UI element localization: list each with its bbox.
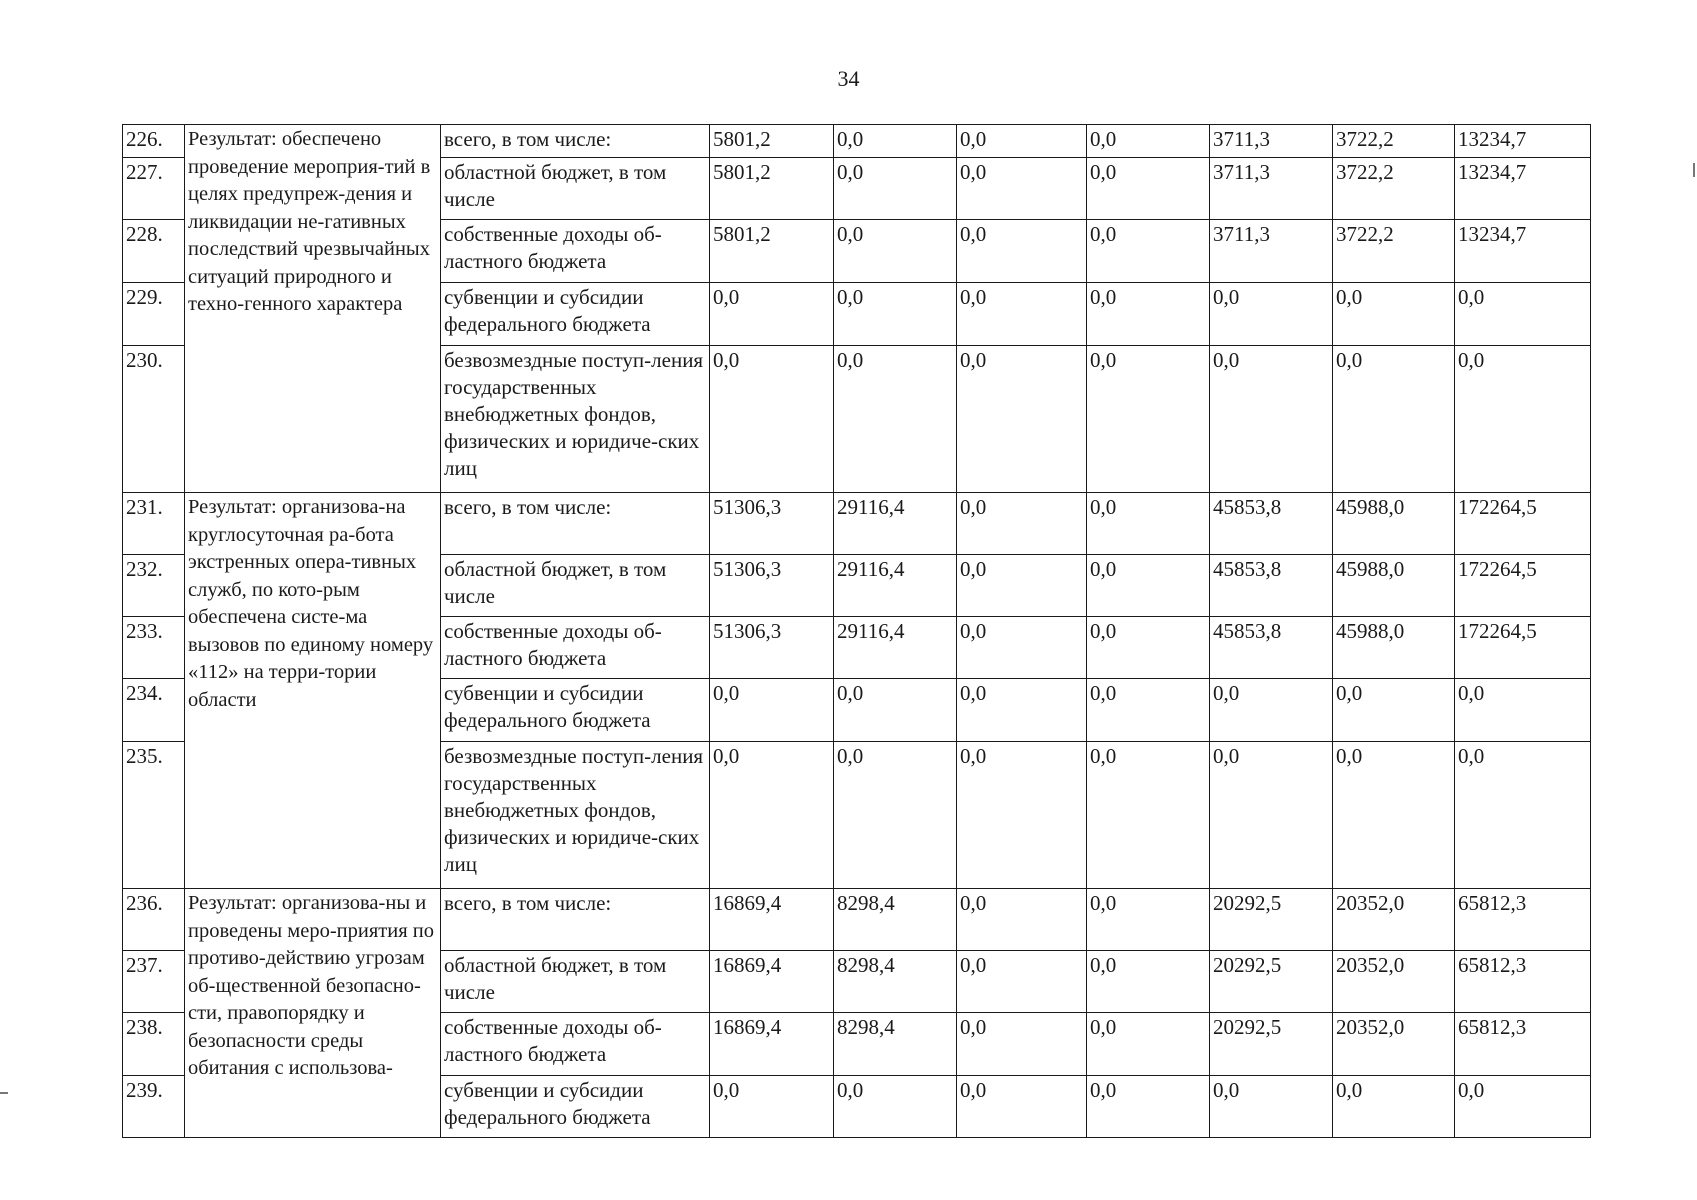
- value-cell: 0,0: [834, 346, 957, 493]
- value-cell: 20352,0: [1333, 1013, 1455, 1076]
- value-cell: 0,0: [1455, 679, 1591, 742]
- value-cell: 0,0: [1210, 742, 1333, 889]
- row-number: 232.: [123, 555, 185, 617]
- value-cell: 16869,4: [710, 1013, 834, 1076]
- value-cell: 65812,3: [1455, 1013, 1591, 1076]
- value-cell: 0,0: [834, 1076, 957, 1138]
- value-cell: 0,0: [710, 283, 834, 346]
- value-cell: 0,0: [1333, 679, 1455, 742]
- funding-source: безвозмездные поступ-ления государственных внебюджетных фондов, физических и юридиче-ских лиц: [441, 346, 710, 493]
- value-cell: 0,0: [1087, 617, 1210, 679]
- value-cell: 0,0: [957, 125, 1087, 158]
- value-cell: 45853,8: [1210, 555, 1333, 617]
- value-cell: 45988,0: [1333, 617, 1455, 679]
- value-cell: 8298,4: [834, 889, 957, 951]
- result-description: Результат: организова-ны и проведены меро-приятия по противо-действию угрозам об-щественной безопасно-сти, правопорядку и безопасности среды обитания с использова-: [185, 889, 441, 1138]
- value-cell: 0,0: [957, 493, 1087, 555]
- funding-source: субвенции и субсидии федерального бюджета: [441, 679, 710, 742]
- value-cell: 0,0: [1333, 346, 1455, 493]
- row-number: 238.: [123, 1013, 185, 1076]
- row-number: 228.: [123, 220, 185, 283]
- page-number: 34: [837, 66, 860, 91]
- budget-table-body: [123, 125, 1591, 1138]
- row-number: 236.: [123, 889, 185, 951]
- table-row: [123, 493, 1591, 555]
- value-cell: 0,0: [957, 889, 1087, 951]
- result-description: Результат: обеспечено проведение мероприя-тий в целях предупреж-дения и ликвидации не-гативных последствий чрезвычайных ситуаций природного и техно-генного характера: [185, 125, 441, 493]
- funding-source: областной бюджет, в том числе: [441, 555, 710, 617]
- value-cell: 0,0: [1087, 1076, 1210, 1138]
- value-cell: 20292,5: [1210, 889, 1333, 951]
- value-cell: 51306,3: [710, 493, 834, 555]
- value-cell: 3711,3: [1210, 125, 1333, 158]
- value-cell: 172264,5: [1455, 493, 1591, 555]
- value-cell: 0,0: [1087, 555, 1210, 617]
- value-cell: 45853,8: [1210, 617, 1333, 679]
- value-cell: 3722,2: [1333, 220, 1455, 283]
- value-cell: 51306,3: [710, 555, 834, 617]
- row-number: 230.: [123, 346, 185, 493]
- value-cell: 3711,3: [1210, 158, 1333, 220]
- funding-source: областной бюджет, в том числе: [441, 158, 710, 220]
- value-cell: 29116,4: [834, 493, 957, 555]
- value-cell: 0,0: [1210, 283, 1333, 346]
- value-cell: 65812,3: [1455, 951, 1591, 1013]
- value-cell: 0,0: [1087, 679, 1210, 742]
- value-cell: 0,0: [834, 158, 957, 220]
- value-cell: 0,0: [834, 283, 957, 346]
- value-cell: 172264,5: [1455, 555, 1591, 617]
- value-cell: 0,0: [1087, 889, 1210, 951]
- scan-mark: [0, 1092, 8, 1094]
- funding-source: безвозмездные поступ-ления государственных внебюджетных фондов, физических и юридиче-ских лиц: [441, 742, 710, 889]
- value-cell: 45853,8: [1210, 493, 1333, 555]
- funding-source: субвенции и субсидии федерального бюджета: [441, 283, 710, 346]
- row-number: 231.: [123, 493, 185, 555]
- value-cell: 0,0: [1455, 283, 1591, 346]
- funding-source: всего, в том числе:: [441, 125, 710, 158]
- funding-source: субвенции и субсидии федерального бюджета: [441, 1076, 710, 1138]
- value-cell: 20352,0: [1333, 951, 1455, 1013]
- value-cell: 0,0: [1087, 220, 1210, 283]
- value-cell: 0,0: [710, 679, 834, 742]
- value-cell: 16869,4: [710, 889, 834, 951]
- value-cell: 0,0: [1333, 742, 1455, 889]
- value-cell: 0,0: [1333, 1076, 1455, 1138]
- value-cell: 0,0: [1087, 283, 1210, 346]
- value-cell: 0,0: [1087, 125, 1210, 158]
- value-cell: 0,0: [1455, 742, 1591, 889]
- value-cell: 0,0: [710, 346, 834, 493]
- value-cell: 0,0: [834, 125, 957, 158]
- value-cell: 3711,3: [1210, 220, 1333, 283]
- value-cell: 45988,0: [1333, 555, 1455, 617]
- table-row: [123, 125, 1591, 158]
- row-number: 227.: [123, 158, 185, 220]
- value-cell: 0,0: [834, 679, 957, 742]
- funding-source: собственные доходы об-ластного бюджета: [441, 617, 710, 679]
- row-number: 226.: [123, 125, 185, 158]
- value-cell: 3722,2: [1333, 125, 1455, 158]
- value-cell: 0,0: [1333, 283, 1455, 346]
- value-cell: 0,0: [957, 951, 1087, 1013]
- value-cell: 0,0: [710, 1076, 834, 1138]
- value-cell: 0,0: [957, 283, 1087, 346]
- value-cell: 0,0: [1455, 346, 1591, 493]
- value-cell: 13234,7: [1455, 158, 1591, 220]
- value-cell: 0,0: [710, 742, 834, 889]
- value-cell: 0,0: [834, 220, 957, 283]
- value-cell: 0,0: [957, 617, 1087, 679]
- funding-source: собственные доходы об-ластного бюджета: [441, 220, 710, 283]
- value-cell: 0,0: [834, 742, 957, 889]
- value-cell: 13234,7: [1455, 125, 1591, 158]
- value-cell: 0,0: [1087, 1013, 1210, 1076]
- value-cell: 0,0: [1087, 493, 1210, 555]
- scan-mark: [1693, 163, 1695, 177]
- value-cell: 5801,2: [710, 125, 834, 158]
- row-number: 237.: [123, 951, 185, 1013]
- value-cell: 0,0: [1210, 679, 1333, 742]
- value-cell: 8298,4: [834, 951, 957, 1013]
- value-cell: 51306,3: [710, 617, 834, 679]
- value-cell: 20352,0: [1333, 889, 1455, 951]
- value-cell: 13234,7: [1455, 220, 1591, 283]
- row-number: 229.: [123, 283, 185, 346]
- funding-source: областной бюджет, в том числе: [441, 951, 710, 1013]
- value-cell: 0,0: [1087, 742, 1210, 889]
- value-cell: 0,0: [957, 679, 1087, 742]
- value-cell: 0,0: [957, 742, 1087, 889]
- value-cell: 172264,5: [1455, 617, 1591, 679]
- value-cell: 0,0: [957, 1076, 1087, 1138]
- value-cell: 0,0: [1087, 158, 1210, 220]
- value-cell: 65812,3: [1455, 889, 1591, 951]
- row-number: 233.: [123, 617, 185, 679]
- funding-source: собственные доходы об-ластного бюджета: [441, 1013, 710, 1076]
- value-cell: 5801,2: [710, 158, 834, 220]
- value-cell: 0,0: [957, 555, 1087, 617]
- value-cell: 0,0: [957, 1013, 1087, 1076]
- value-cell: 3722,2: [1333, 158, 1455, 220]
- row-number: 234.: [123, 679, 185, 742]
- value-cell: 29116,4: [834, 617, 957, 679]
- result-description: Результат: организова-на круглосуточная ра-бота экстренных опера-тивных служб, по кото-рым обеспечена систе-ма вызовов по единому номеру «112» на терри-тории области: [185, 493, 441, 889]
- budget-table: [122, 124, 1591, 1138]
- row-number: 235.: [123, 742, 185, 889]
- value-cell: 0,0: [1087, 346, 1210, 493]
- value-cell: 29116,4: [834, 555, 957, 617]
- value-cell: 0,0: [1455, 1076, 1591, 1138]
- value-cell: 0,0: [1210, 346, 1333, 493]
- value-cell: 0,0: [1210, 1076, 1333, 1138]
- value-cell: 20292,5: [1210, 951, 1333, 1013]
- value-cell: 0,0: [1087, 951, 1210, 1013]
- value-cell: 16869,4: [710, 951, 834, 1013]
- table-row: [123, 889, 1591, 951]
- value-cell: 0,0: [957, 158, 1087, 220]
- row-number: 239.: [123, 1076, 185, 1138]
- value-cell: 5801,2: [710, 220, 834, 283]
- value-cell: 45988,0: [1333, 493, 1455, 555]
- funding-source: всего, в том числе:: [441, 889, 710, 951]
- value-cell: 0,0: [957, 220, 1087, 283]
- value-cell: 8298,4: [834, 1013, 957, 1076]
- value-cell: 20292,5: [1210, 1013, 1333, 1076]
- funding-source: всего, в том числе:: [441, 493, 710, 555]
- value-cell: 0,0: [957, 346, 1087, 493]
